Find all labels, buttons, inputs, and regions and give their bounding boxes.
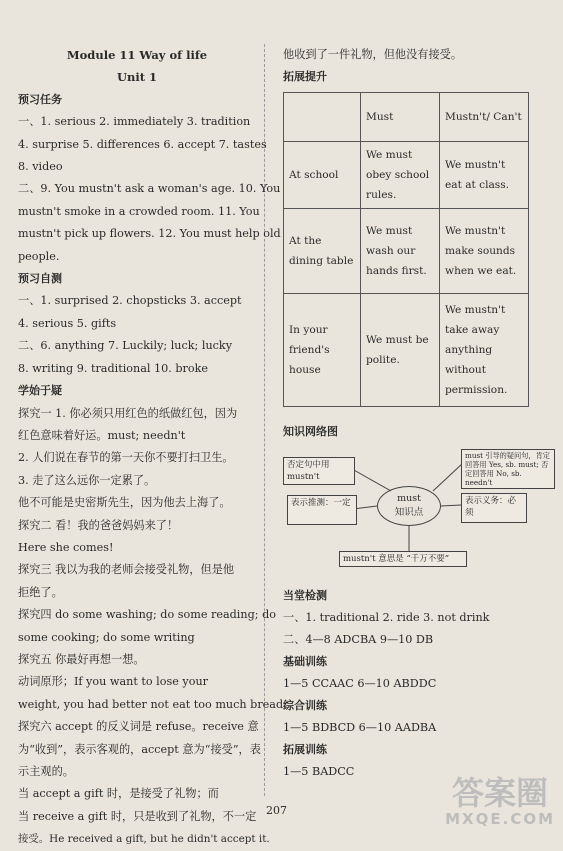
answer-line: 红色意味着好运。must; needn't (18, 428, 186, 442)
answer-line: 他收到了一件礼物，但他没有接受。 (283, 48, 463, 61)
section-heading-preview-task: 预习任务 (18, 92, 62, 106)
answer-line: 接受。He received a gift, but he didn't accept it. (18, 833, 270, 846)
answer-line: 1—5 CCAAC 6—10 ABDDC (283, 677, 437, 690)
answer-line: 8. video (18, 160, 63, 174)
table-header-mustnt: Mustn't/ Can't (440, 93, 529, 142)
column-divider (264, 44, 265, 796)
table-cell (284, 93, 361, 142)
answer-line: 二、6. anything 7. Luckily; luck; lucky (18, 339, 233, 353)
answer-line: 探究四 do some washing; do some reading; do (18, 608, 276, 622)
right-column (283, 44, 553, 783)
answer-line: 拒绝了。 (18, 585, 63, 599)
watermark-text: 答案圈 (452, 774, 549, 812)
answer-line: 示主观的。 (18, 765, 74, 778)
answer-line: 为“收到”，表示客观的，accept 意为“接受”，表 (18, 742, 261, 756)
watermark-logo (445, 776, 555, 828)
section-heading-class-test: 当堂检测 (283, 589, 327, 602)
table-cell: We must be polite. (361, 294, 440, 407)
section-heading-ext-training: 拓展训练 (283, 743, 327, 756)
answer-line: 探究一 1. 你必须只用红色的纸做红包，因为 (18, 406, 238, 420)
answer-line: 3. 走了这么远你一定累了。 (18, 473, 156, 487)
answer-line: some cooking; do some writing (18, 630, 195, 644)
knowledge-network-diagram (283, 449, 553, 579)
box-question-answer: must 引导的疑问句，肯定回答用 Yes, sb. must; 否定回答用 No, sb. needn't (461, 449, 555, 489)
answer-line: 一、1. traditional 2. ride 3. not drink (283, 611, 490, 624)
box-guess-meaning: 表示推测：一定 (287, 495, 357, 525)
center-node-title: must (397, 493, 421, 504)
section-heading-extension: 拓展提升 (283, 70, 327, 83)
page-number: 207 (266, 804, 287, 817)
section-heading-network: 知识网络图 (283, 425, 338, 438)
watermark-url: MXQE.COM (445, 810, 555, 828)
table-cell: We must obey school rules. (361, 142, 440, 209)
answer-line: people. (18, 249, 60, 263)
answer-line: 二、4—8 ADCBA 9—10 DB (283, 633, 434, 646)
table-cell: We mustn't eat at class. (440, 142, 529, 209)
answer-line: 1—5 BADCC (283, 765, 355, 778)
answer-line: mustn't smoke in a crowded room. 11. You (18, 204, 260, 218)
table-cell: We mustn't take away anything without permission. (440, 294, 529, 407)
table-cell: At the dining table (284, 209, 361, 294)
center-node-subtitle: 知识点 (394, 507, 424, 518)
answer-line: 4. serious 5. gifts (18, 316, 117, 330)
table-row (284, 294, 529, 407)
unit-title: Unit 1 (116, 70, 158, 85)
box-negative-usage: 否定句中用 mustn't (283, 457, 355, 485)
box-duty-meaning: 表示义务：必须 (461, 493, 527, 523)
must-mustnt-table (283, 92, 529, 407)
answer-line: Here she comes! (18, 540, 114, 554)
table-row (284, 93, 529, 142)
table-cell: In your friend's house (284, 294, 361, 407)
section-heading-basic: 基础训练 (283, 655, 327, 668)
section-heading-comprehensive: 综合训练 (283, 699, 327, 712)
table-cell: At school (284, 142, 361, 209)
answer-line: 1—5 BDBCD 6—10 AADBA (283, 721, 437, 734)
answer-line: mustn't pick up flowers. 12. You must help old (18, 227, 281, 241)
answer-line: 探究五 你最好再想一想。 (18, 652, 145, 666)
section-heading-inquiry: 学始于疑 (18, 384, 62, 398)
answer-line: 二、9. You mustn't ask a woman's age. 10. You (18, 182, 281, 196)
table-header-must: Must (361, 93, 440, 142)
answer-line: 探究六 accept 的反义词是 refuse。receive 意 (18, 720, 259, 734)
answer-line: 当 accept a gift 时，是接受了礼物；而 (18, 787, 219, 801)
answer-line: weight, you had better not eat too much bread. (18, 697, 287, 711)
center-node-must (377, 486, 441, 526)
module-title: Module 11 Way of life (66, 48, 208, 62)
answer-line: 探究二 看！我的爸爸妈妈来了！ (18, 518, 179, 532)
table-cell: We must wash our hands first. (361, 209, 440, 294)
answer-line: 8. writing 9. traditional 10. broke (18, 361, 209, 375)
answer-line: 一、1. surprised 2. chopsticks 3. accept (18, 294, 242, 308)
answer-line: 当 receive a gift 时，只是收到了礼物，不一定 (18, 809, 257, 823)
answer-line: 动词原形；If you want to lose your (18, 675, 209, 689)
answer-line: 探究三 我以为我的老师会接受礼物，但是他 (18, 563, 235, 577)
answer-line: 他不可能是史密斯先生，因为他去上海了。 (18, 496, 231, 510)
answer-line: 4. surprise 5. differences 6. accept 7. tastes (18, 137, 267, 151)
box-mustnt-meaning: mustn't 意思是 “千万不要” (339, 551, 467, 567)
table-row (284, 142, 529, 209)
answer-line: 一、1. serious 2. immediately 3. tradition (18, 115, 251, 129)
section-heading-preview-test: 预习自测 (18, 272, 62, 286)
table-cell: We mustn't make sounds when we eat. (440, 209, 529, 294)
table-row (284, 209, 529, 294)
answer-line: 2. 人们说在春节的第一天你不要打扫卫生。 (18, 451, 234, 465)
